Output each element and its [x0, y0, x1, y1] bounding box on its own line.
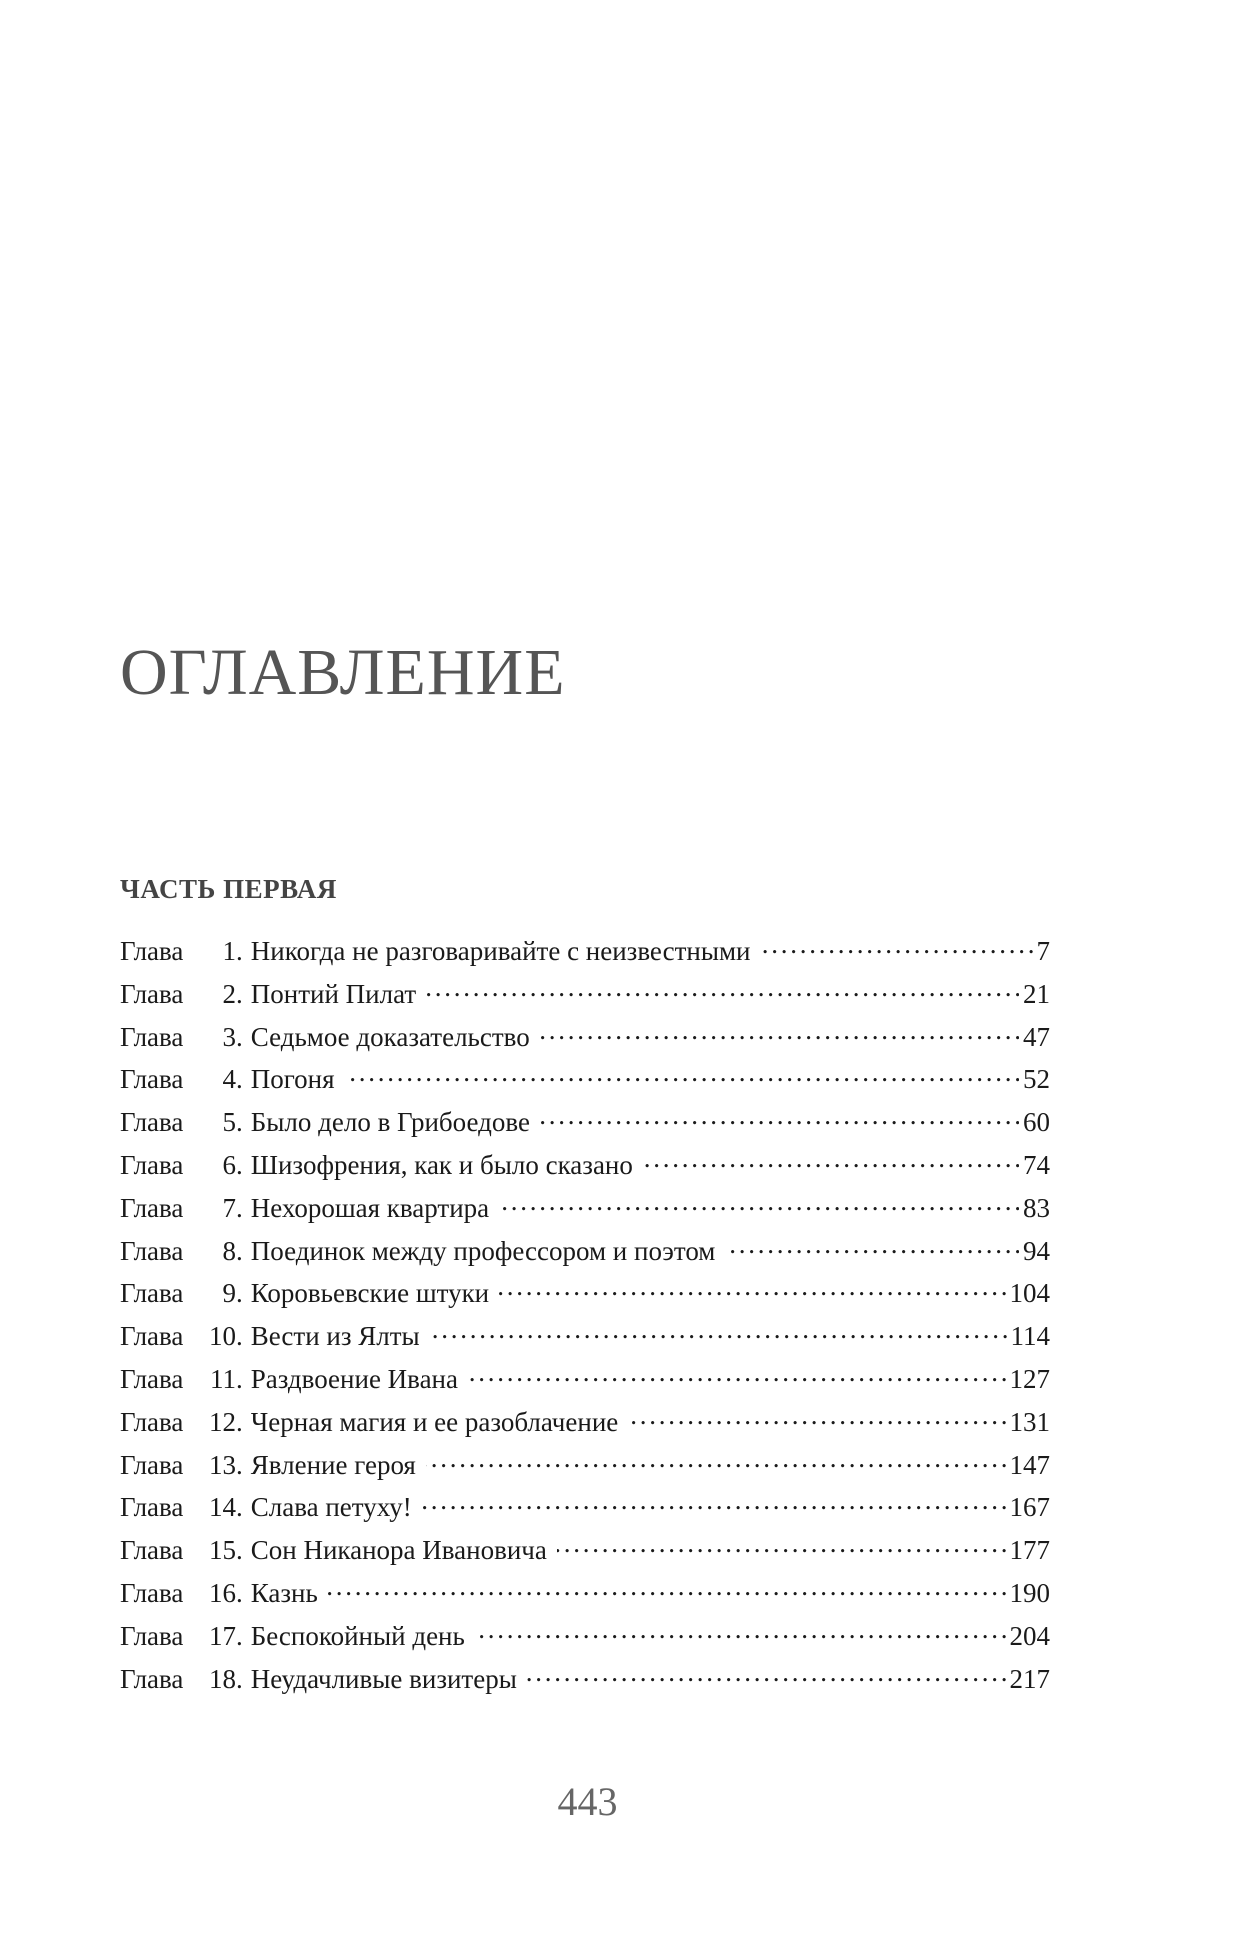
toc-entry[interactable]: [120, 1489, 1050, 1532]
toc-entry[interactable]: [120, 1190, 1050, 1233]
chapter-number: 9: [222, 1278, 236, 1309]
chapter-title: Поединок между профессором и поэтом: [250, 1235, 716, 1266]
chapter-word: Глава: [120, 1449, 184, 1480]
chapter-title: Никогда не разговаривайте с неизвестными: [250, 936, 751, 966]
dot-leader: [426, 1447, 1006, 1474]
toc-entry[interactable]: [120, 1661, 1050, 1704]
chapter-word: Глава: [120, 1278, 184, 1309]
chapter-page-number: 83: [1023, 1192, 1050, 1223]
dot-leader: [328, 1575, 1006, 1602]
chapter-title: Понтий Пилат: [250, 978, 417, 1009]
toc-entry[interactable]: [120, 1618, 1050, 1661]
dot-leader: [345, 1061, 1019, 1088]
toc-entry[interactable]: [120, 1104, 1050, 1147]
chapter-word: Глава: [120, 936, 184, 966]
chapter-title: Раздвоение Ивана: [250, 1363, 458, 1394]
chapter-number: 3: [222, 1021, 236, 1052]
chapter-number-dot: .: [236, 1021, 243, 1052]
chapter-title: Погоня: [250, 1064, 335, 1095]
chapter-word: Глава: [120, 1620, 184, 1651]
chapter-title: Шизофрения, как и было сказано: [250, 1149, 633, 1180]
chapter-number-dot: .: [236, 1363, 243, 1394]
chapter-number: 11: [210, 1363, 236, 1394]
chapter-number: 6: [222, 1149, 236, 1180]
dot-leader: [540, 1019, 1019, 1046]
toc-entry[interactable]: [120, 1318, 1050, 1361]
chapter-number: 18: [209, 1663, 236, 1694]
chapter-number: 2: [222, 978, 236, 1009]
chapter-page-number: 204: [1009, 1620, 1050, 1651]
toc-entry[interactable]: [120, 1447, 1050, 1490]
table-of-contents: [120, 933, 1050, 1703]
dot-leader: [468, 1361, 1006, 1388]
chapter-page-number: 167: [1009, 1492, 1050, 1523]
chapter-word: Глава: [120, 1492, 184, 1523]
chapter-number: 4: [222, 1064, 236, 1095]
chapter-word: Глава: [120, 1235, 184, 1266]
toc-entry[interactable]: [120, 1233, 1050, 1276]
chapter-title: Явление героя: [250, 1449, 416, 1480]
chapter-page-number: 147: [1009, 1449, 1050, 1480]
toc-entry[interactable]: [120, 1147, 1050, 1190]
chapter-title: Сон Никанора Ивановича: [250, 1535, 547, 1566]
dot-leader: [628, 1404, 1005, 1431]
chapter-number-dot: .: [236, 1278, 243, 1309]
chapter-page-number: 60: [1023, 1107, 1050, 1138]
chapter-title: Коровьевские штуки: [250, 1278, 490, 1309]
chapter-number: 15: [209, 1535, 236, 1566]
dot-leader: [557, 1532, 1006, 1559]
chapter-title: Седьмое доказательство: [250, 1021, 530, 1052]
chapter-number: 13: [209, 1449, 236, 1480]
chapter-number: 8: [222, 1235, 236, 1266]
chapter-title: Вести из Ялты: [250, 1321, 420, 1352]
chapter-number: 14: [209, 1492, 236, 1523]
chapter-page-number: 52: [1023, 1064, 1050, 1095]
dot-leader: [422, 1489, 1006, 1516]
toc-entry[interactable]: [120, 1275, 1050, 1318]
chapter-word: Глава: [120, 1021, 184, 1052]
toc-entry[interactable]: [120, 1061, 1050, 1104]
chapter-word: Глава: [120, 1363, 184, 1394]
chapter-number-dot: .: [236, 1620, 243, 1651]
chapter-number-dot: .: [236, 1449, 243, 1480]
chapter-word: Глава: [120, 1107, 184, 1138]
chapter-number-dot: .: [236, 1192, 243, 1223]
page-number: 443: [557, 1779, 618, 1824]
chapter-number: 5: [222, 1107, 236, 1138]
dot-leader: [761, 933, 1033, 960]
chapter-page-number: 7: [1036, 936, 1050, 966]
chapter-page-number: 94: [1023, 1235, 1050, 1266]
chapter-number: 1: [222, 936, 236, 966]
chapter-number-dot: .: [236, 978, 243, 1009]
chapter-word: Глава: [120, 1535, 184, 1566]
chapter-word: Глава: [120, 978, 184, 1009]
chapter-page-number: 104: [1009, 1278, 1050, 1309]
chapter-page-number: 190: [1009, 1577, 1050, 1608]
chapter-page-number: 131: [1009, 1406, 1050, 1437]
chapter-number-dot: .: [236, 1492, 243, 1523]
chapter-title: Нехорошая квартира: [250, 1192, 490, 1223]
toc-entry[interactable]: [120, 1404, 1050, 1447]
toc-entry[interactable]: [120, 1019, 1050, 1062]
dot-leader: [499, 1190, 1019, 1217]
chapter-title: Черная магия и ее разоблачение: [250, 1406, 619, 1437]
chapter-number: 10: [209, 1321, 236, 1352]
chapter-word: Глава: [120, 1064, 184, 1095]
chapter-page-number: 47: [1023, 1021, 1050, 1052]
toc-entry[interactable]: [120, 933, 1050, 976]
chapter-title: Неудачливые визитеры: [250, 1663, 517, 1694]
chapter-number-dot: .: [236, 1149, 243, 1180]
chapter-number-dot: .: [236, 1406, 243, 1437]
chapter-title: Казнь: [250, 1577, 318, 1608]
part-heading: ЧАСТЬ ПЕРВАЯ: [120, 874, 337, 904]
chapter-word: Глава: [120, 1192, 184, 1223]
dot-leader: [426, 976, 1019, 1003]
chapter-title: Слава петуху!: [250, 1492, 412, 1523]
chapter-number-dot: .: [236, 1064, 243, 1095]
chapter-number-dot: .: [236, 1107, 243, 1138]
chapter-number-dot: .: [236, 1663, 243, 1694]
chapter-number-dot: .: [236, 1535, 243, 1566]
chapter-word: Глава: [120, 1406, 184, 1437]
chapter-number: 7: [222, 1192, 236, 1223]
dot-leader: [540, 1104, 1019, 1131]
chapter-number: 17: [209, 1620, 236, 1651]
chapter-number: 16: [209, 1577, 236, 1608]
chapter-number-dot: .: [236, 1321, 243, 1352]
dot-leader: [499, 1275, 1005, 1302]
toc-entry[interactable]: [120, 1575, 1050, 1618]
chapter-word: Глава: [120, 1577, 184, 1608]
chapter-number-dot: .: [236, 936, 243, 966]
chapter-page-number: 114: [1010, 1321, 1050, 1352]
chapter-word: Глава: [120, 1149, 184, 1180]
chapter-number-dot: .: [236, 1235, 243, 1266]
chapter-word: Глава: [120, 1663, 184, 1694]
toc-entry[interactable]: [120, 1361, 1050, 1404]
toc-entry[interactable]: [120, 1532, 1050, 1575]
chapter-page-number: 127: [1009, 1363, 1050, 1394]
toc-entry[interactable]: [120, 976, 1050, 1019]
dot-leader: [430, 1318, 1007, 1345]
dot-leader: [643, 1147, 1019, 1174]
chapter-page-number: 177: [1009, 1535, 1050, 1566]
chapter-page-number: 21: [1023, 978, 1050, 1009]
dot-leader: [527, 1661, 1006, 1688]
dot-leader: [725, 1233, 1019, 1260]
chapter-page-number: 217: [1009, 1663, 1050, 1694]
dot-leader: [475, 1618, 1006, 1645]
chapter-title: Было дело в Грибоедове: [250, 1107, 530, 1138]
page-title: ОГЛАВЛЕНИЕ: [120, 636, 566, 709]
chapter-word: Глава: [120, 1321, 184, 1352]
chapter-number-dot: .: [236, 1577, 243, 1608]
chapter-title: Беспокойный день: [250, 1620, 465, 1651]
chapter-page-number: 74: [1023, 1149, 1050, 1180]
chapter-number: 12: [209, 1406, 236, 1437]
